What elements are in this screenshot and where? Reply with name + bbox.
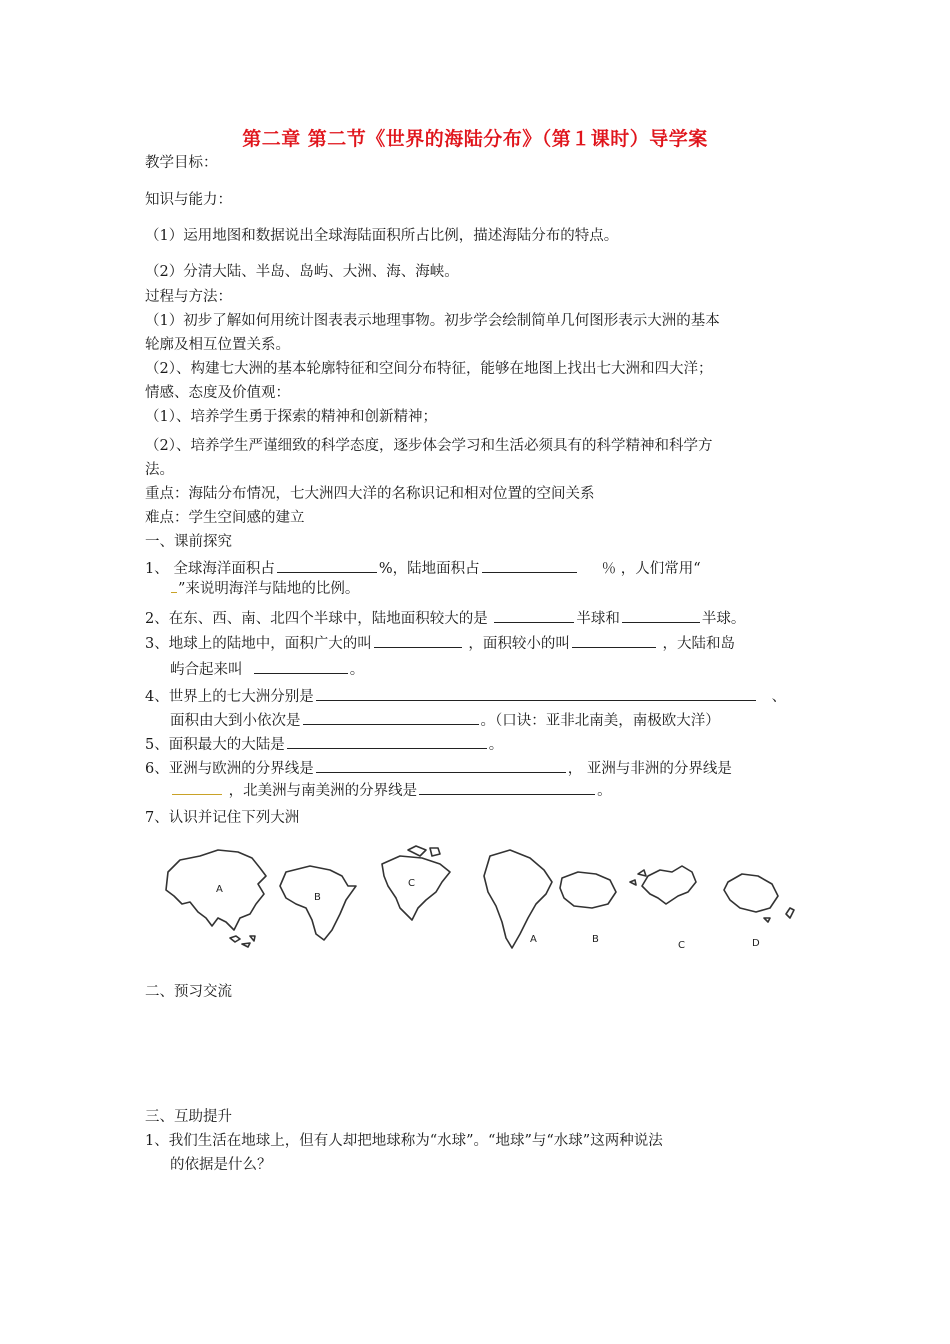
q5-text-b: 。 — [488, 737, 504, 753]
question-5 — [145, 733, 503, 755]
knowledge-heading: 知识与能力： — [145, 192, 232, 208]
north-america-outline — [382, 856, 450, 920]
q2-blank-1[interactable] — [494, 607, 574, 623]
emotion-heading: 情感、态度及价值观： — [145, 385, 290, 401]
q4-blank-continents[interactable] — [316, 685, 756, 701]
section2-heading: 二、预习交流 — [145, 984, 232, 1000]
oceania-islands — [764, 908, 794, 922]
section3-question-1a: 1、我们生活在地球上，但有人却把地球称为“水球”。“地球”与“水球”这两种说法 — [145, 1133, 663, 1149]
south-america-outline — [484, 850, 552, 948]
q1-blank-phrase[interactable] — [171, 588, 177, 593]
q5-text-a: 5、面积最大的大陆是 — [145, 737, 285, 753]
q2-text-c: 半球。 — [701, 611, 746, 627]
q1-blank-land[interactable] — [482, 557, 577, 573]
map2-label-a: A — [530, 934, 537, 945]
question-4-line-1 — [145, 685, 786, 707]
question-2 — [145, 607, 745, 629]
q1-text-b: %，陆地面积占 — [378, 561, 480, 577]
emotion-item-2b: 法。 — [145, 462, 174, 478]
q3-text-b: ，面积较小的叫 — [468, 636, 570, 652]
process-item-2: （2）、构建七大洲的基本轮廓特征和空间分布特征，能够在地图上找出七大洲和四大洋； — [145, 361, 713, 377]
q3-blank-continent[interactable] — [254, 658, 348, 674]
q6-text-d: 。 — [597, 783, 612, 799]
q6-blank-americas[interactable] — [419, 779, 595, 795]
objectives-heading: 教学目标： — [145, 155, 218, 171]
section3-heading: 三、互助提升 — [145, 1109, 232, 1125]
q2-blank-2[interactable] — [622, 607, 700, 623]
q4-text-b: 、 — [771, 689, 787, 705]
question-1-line-2 — [170, 579, 359, 599]
process-item-1b: 轮廓及相互位置关系。 — [145, 337, 290, 353]
process-heading: 过程与方法： — [145, 289, 232, 305]
q6-text-a: 6、亚洲与欧洲的分界线是 — [145, 761, 314, 777]
antarctica-outline — [560, 872, 616, 908]
difficulty: 难点：学生空间感的建立 — [145, 510, 305, 526]
q6-text-b: ， 亚洲与非洲的分界线是 — [567, 761, 732, 777]
q3-blank-mainland[interactable] — [374, 632, 462, 648]
key-point: 重点：海陆分布情况，七大洲四大洋的名称识记和相对位置的空间关系 — [145, 486, 595, 502]
section3-question-1b: 的依据是什么？ — [170, 1157, 272, 1173]
map1-label-c: C — [408, 878, 415, 889]
map1-label-a: A — [216, 884, 223, 895]
q1-text-d: ”来说明海洋与陆地的比例。 — [178, 581, 360, 597]
q3-text-a: 3、地球上的陆地中，面积广大的叫 — [145, 636, 372, 652]
continent-outlines-figure — [160, 842, 800, 962]
map2-label-b: B — [592, 934, 599, 945]
q2-text-b: 半球和 — [576, 611, 620, 627]
q4-blank-order[interactable] — [303, 709, 479, 725]
question-1-line-1 — [145, 557, 701, 579]
knowledge-item-1: （1）运用地图和数据说出全球海陆面积所占比例，描述海陆分布的特点。 — [145, 228, 619, 244]
q1-blank-ocean[interactable] — [277, 557, 377, 573]
africa-outline — [280, 866, 356, 940]
q4-text-d: 。（口诀：亚非北南美，南极欧大洋） — [480, 713, 720, 729]
continent-outlines-svg — [160, 842, 800, 962]
page-title: 第二章 第二节《世界的海陆分布》（第１课时）导学案 — [242, 128, 708, 150]
emotion-item-1: （1）、培养学生勇于探索的精神和创新精神； — [145, 409, 437, 425]
map2-label-c: C — [678, 940, 685, 951]
q4-text-c: 面积由大到小依次是 — [170, 713, 301, 729]
process-item-1a: （1）初步了解如何用统计图表表示地理事物。初步学会绘制简单几何图形表示大洲的基本 — [145, 313, 720, 329]
q3-text-e: 。 — [349, 662, 365, 678]
knowledge-item-2: （2）分清大陆、半岛、岛屿、大洲、海、海峡。 — [145, 264, 459, 280]
map2-label-d: D — [752, 938, 760, 949]
question-7: 7、认识并记住下列大洲 — [145, 810, 300, 826]
asia-islands — [230, 936, 255, 947]
north-america-arctic — [408, 846, 440, 856]
q2-text-a: 2、在东、西、南、北四个半球中，陆地面积较大的是 — [145, 611, 488, 627]
q5-blank[interactable] — [287, 733, 487, 749]
q6-blank-asia-africa[interactable] — [172, 779, 222, 795]
question-3-line-2 — [170, 658, 364, 680]
map1-label-b: B — [314, 892, 321, 903]
q6-text-c: ，北美洲与南美洲的分界线是 — [228, 783, 418, 799]
emotion-item-2a: （2）、培养学生严谨细致的科学态度，逐步体会学习和生活必须具有的科学精神和科学方 — [145, 438, 713, 454]
q1-text-c: ％ ，人们常用“ — [601, 561, 701, 577]
q3-text-c: ，大陆和岛 — [662, 636, 735, 652]
europe-outline — [642, 866, 696, 904]
oceania-outline — [724, 874, 778, 912]
q3-text-d: 屿合起来叫 — [170, 662, 243, 678]
q6-blank-asia-europe[interactable] — [316, 757, 566, 773]
question-3-line-1 — [145, 632, 735, 654]
q4-text-a: 4、世界上的七大洲分别是 — [145, 689, 314, 705]
question-6-line-1 — [145, 757, 732, 779]
section1-heading: 一、课前探究 — [145, 534, 232, 550]
question-6-line-2 — [170, 779, 612, 801]
q3-blank-island[interactable] — [572, 632, 656, 648]
q1-text-a: 1、 全球海洋面积占 — [145, 561, 275, 577]
question-4-line-2 — [170, 709, 720, 731]
